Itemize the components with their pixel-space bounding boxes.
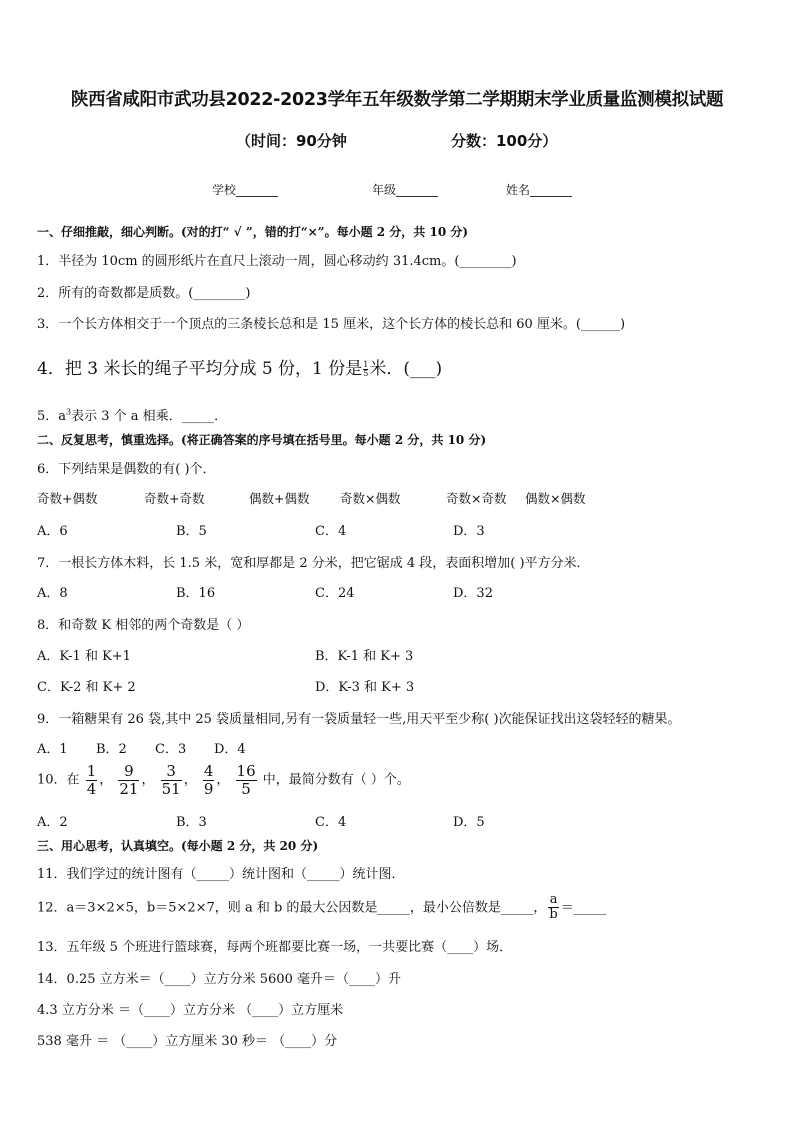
fraction-denominator: 9 (203, 779, 214, 798)
fraction-denominator: 5 (363, 369, 369, 378)
question-4 (37, 354, 442, 379)
q10-option-d: D．5 (453, 815, 485, 830)
q8-option-a: A．K-1 和 K+1 (37, 649, 131, 664)
section3-heading: 三、用心思考，认真填空。(每小题 2 分，共 20 分) (37, 839, 319, 853)
question-2: 2．所有的奇数都是质数。(________) (37, 286, 251, 301)
fraction-denominator: 5 (241, 779, 251, 798)
q6-item: 奇数×奇数 (446, 491, 507, 506)
question-9: 9．一箱糖果有 26 袋,其中 25 袋质量相同,另有一袋质量轻一些,用天平至少称( )次能保证找出这袋轻轻的糖果。 (37, 712, 681, 727)
fraction-numerator: 1 (86, 762, 97, 780)
q9-option-c: C．3 (155, 742, 187, 757)
fraction (548, 893, 558, 923)
q6-item: 偶数×偶数 (525, 491, 586, 506)
page-title: 陕西省咸阳市武功县2022-2023学年五年级数学第二学期期末学业质量监测模拟试题 (70, 90, 724, 110)
section1-heading: 一、仔细推敲，细心判断。(对的打“ √ ”，错的打“×”。每小题 2 分，共 10 分) (37, 225, 469, 239)
question-12 (37, 893, 606, 923)
fraction (161, 763, 182, 797)
question-3: 3．一个长方体相交于一个顶点的三条棱长总和是 15 厘米，这个长方体的棱长总和 60 厘米。(______) (37, 317, 626, 332)
question-13: 13．五年级 5 个班进行篮球赛，每两个班都要比赛一场，一共要比赛（____）场． (37, 940, 513, 955)
question-5 (37, 405, 227, 424)
fraction-numerator: 4 (203, 762, 214, 780)
q7-option-c: C．24 (315, 586, 355, 601)
q8-option-b: B．K-1 和 K+ 3 (315, 649, 414, 664)
q9-option-b: B．2 (96, 742, 127, 757)
q10-option-a: A．2 (37, 815, 68, 830)
fraction-denominator: b (549, 907, 558, 923)
q6-option-b: B．5 (176, 524, 207, 539)
fraction-numerator: 16 (236, 762, 256, 780)
question-10-tail: 中，最简分数有（ ）个。 (262, 772, 410, 788)
q10-option-c: C．4 (315, 815, 347, 830)
fraction-denominator: 21 (119, 779, 139, 798)
question-10-text: 10．在 (37, 772, 80, 788)
q6-option-d: D．3 (453, 524, 485, 539)
q8-option-d: D．K-3 和 K+ 3 (315, 680, 415, 695)
question-12-text: 12．a＝3×2×5，b＝5×2×7，则 a 和 b 的最大公因数是_____，最小公倍数是_____， (37, 900, 547, 916)
fraction-numerator: 1 (363, 360, 369, 369)
fraction-denominator: 51 (161, 779, 181, 798)
fraction-denominator: 4 (86, 779, 97, 798)
question-4-tail: 米．(___) (369, 359, 443, 379)
question-14-line2: 4.3 立方分米 ＝（____）立方分米 （____）立方厘米 (37, 1003, 344, 1018)
q9-option-a: A．1 (37, 742, 68, 757)
fraction-numerator: 3 (161, 763, 182, 781)
fraction-numerator: 9 (118, 763, 139, 781)
name-field: 姓名_______ (506, 183, 573, 197)
q7-option-d: D．32 (453, 586, 493, 601)
exam-score: 分数：100分） (451, 132, 558, 150)
question-4-fraction (363, 361, 368, 378)
fraction (203, 763, 215, 797)
fraction (86, 763, 98, 797)
exam-time: （时间：90分钟 (236, 132, 347, 150)
q7-option-b: B．16 (176, 586, 216, 601)
fraction-numerator: a (549, 892, 558, 907)
q6-item: 偶数+偶数 (249, 491, 310, 506)
q8-option-c: C．K-2 和 K+ 2 (37, 680, 136, 695)
grade-field: 年级_______ (372, 183, 439, 197)
section2-heading: 二、反复思考，慎重选择。(将正确答案的序号填在括号里。每小题 2 分，共 10 分) (37, 433, 487, 447)
q7-option-a: A．8 (37, 586, 68, 601)
question-14-line1: 14．0.25 立方米＝（____）立方分米 5600 毫升＝（____）升 (37, 972, 401, 987)
fraction (118, 763, 139, 797)
q6-item: 奇数+奇数 (144, 491, 205, 506)
q6-item: 奇数+偶数 (37, 491, 98, 506)
q9-option-d: D．4 (214, 742, 246, 757)
question-1: 1．半径为 10cm 的圆形纸片在直尺上滚动一周，圆心移动约 31.4cm。(________) (37, 254, 517, 269)
q10-option-b: B．3 (176, 815, 207, 830)
question-6: 6．下列结果是偶数的有( )个． (37, 462, 216, 477)
question-14-line3: 538 毫升 ＝ （____）立方厘米 30 秒＝ （____）分 (37, 1034, 338, 1049)
question-11: 11．我们学过的统计图有（_____）统计图和（_____）统计图． (37, 867, 405, 882)
fraction (236, 763, 257, 797)
question-5-text: 5．a (37, 409, 67, 424)
question-5-tail: 表示 3 个 a 相乘．_____． (71, 409, 228, 424)
question-12-tail: ＝_____ (560, 900, 607, 916)
exponent: 3 (66, 407, 72, 417)
question-8: 8．和奇数 K 相邻的两个奇数是（ ） (37, 618, 250, 633)
question-4-text: 4．把 3 米长的绳子平均分成 5 份，1 份是 (37, 359, 363, 379)
q6-option-a: A．6 (37, 524, 68, 539)
school-field: 学校_______ (212, 183, 279, 197)
q6-item: 奇数×偶数 (340, 491, 401, 506)
q6-option-c: C．4 (315, 524, 347, 539)
question-7: 7．一根长方体木料，长 1.5 米，宽和厚都是 2 分米，把它锯成 4 段，表面积增加( )平方分米． (37, 556, 590, 571)
question-10: 10．在 $\frac{1}{4}$ ， $\frac{9}{21}$ ， $\frac{3}{51}$ ， $\frac{4}{9}$ ， $\frac{16}{5}$ 中，最简分数有（ ）个。 (37, 762, 410, 798)
